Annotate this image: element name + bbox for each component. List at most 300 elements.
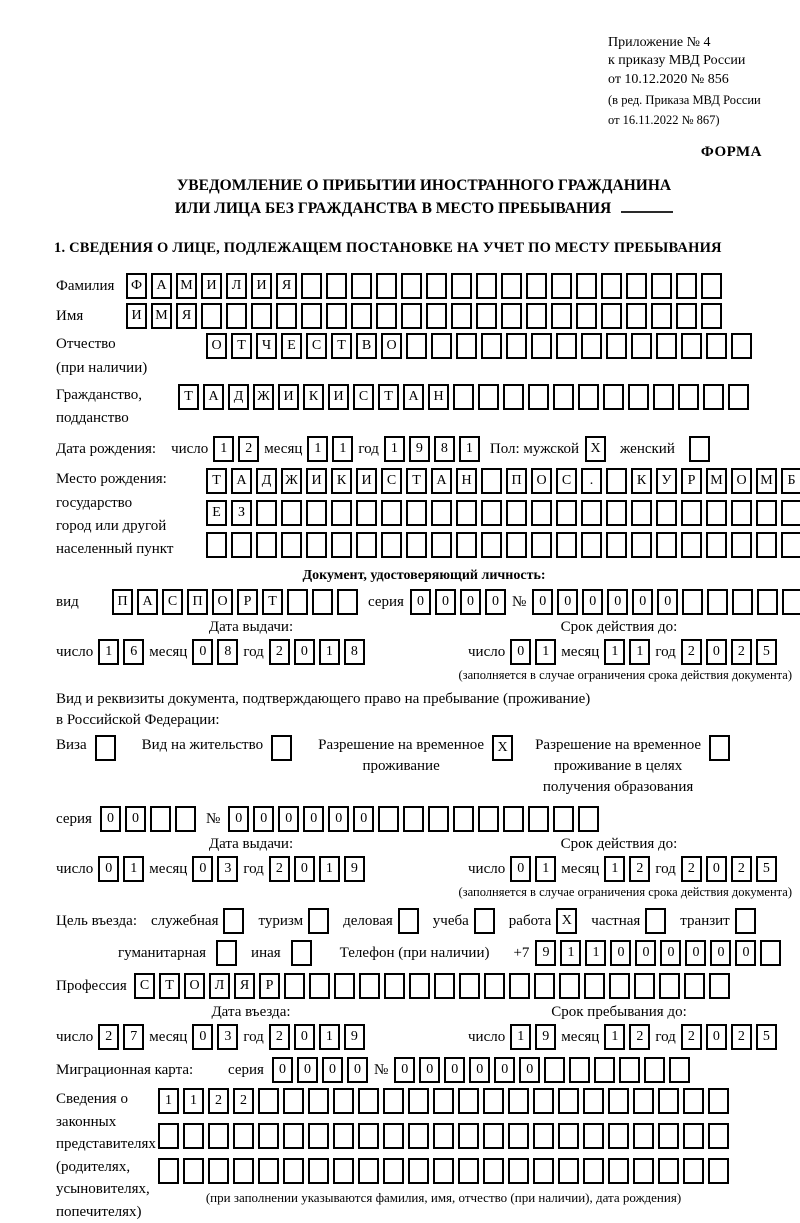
migration-number-cell[interactable]: 0 [394,1057,415,1083]
birth-place-cell[interactable] [581,500,602,526]
birth-place-cell[interactable] [681,500,702,526]
patronymic-cell[interactable]: О [381,333,402,359]
name-cell[interactable] [201,303,222,329]
representative-cell[interactable] [483,1088,504,1114]
patronymic-cell[interactable]: В [356,333,377,359]
birth-place-cell[interactable]: З [231,500,252,526]
date-cell[interactable]: 1 [319,639,340,665]
profession-cell[interactable] [409,973,430,999]
date-cell[interactable]: 5 [756,856,777,882]
patronymic-cell[interactable] [531,333,552,359]
birth-place-cell[interactable] [656,532,677,558]
patronymic-cell[interactable] [581,333,602,359]
profession-cell[interactable] [609,973,630,999]
birth-place-cell[interactable] [206,532,227,558]
representative-cell[interactable] [233,1123,254,1149]
birth-place-cell[interactable] [606,468,627,494]
name-cell[interactable] [251,303,272,329]
name-cell[interactable] [326,303,347,329]
birth-place-cell[interactable] [756,532,777,558]
surname-cell[interactable] [351,273,372,299]
residence-number-cell[interactable] [553,806,574,832]
patronymic-cell[interactable]: Е [281,333,302,359]
profession-cell[interactable] [634,973,655,999]
representative-cell[interactable] [283,1088,304,1114]
birth-place-cell[interactable] [406,500,427,526]
migration-number-cell[interactable] [569,1057,590,1083]
purpose-commercial-box[interactable] [398,908,419,934]
representative-cell[interactable] [508,1123,529,1149]
representative-cell[interactable] [508,1088,529,1114]
profession-cell[interactable] [584,973,605,999]
purpose-study-box[interactable] [474,908,495,934]
birth-place-cell[interactable]: Ж [281,468,302,494]
representative-cell[interactable] [633,1123,654,1149]
phone-digit-cell[interactable]: 0 [710,940,731,966]
profession-cell[interactable] [459,973,480,999]
birth-place-cell[interactable] [631,500,652,526]
citizenship-cell[interactable] [478,384,499,410]
birth-place-cell[interactable]: К [631,468,652,494]
date-cell[interactable]: 2 [731,639,752,665]
profession-cell[interactable] [709,973,730,999]
representative-cell[interactable] [208,1123,229,1149]
representative-cell[interactable] [558,1158,579,1184]
date-cell[interactable]: 1 [535,856,556,882]
name-cell[interactable] [476,303,497,329]
patronymic-cell[interactable] [406,333,427,359]
phone-digit-cell[interactable]: 0 [660,940,681,966]
representative-cell[interactable] [358,1123,379,1149]
representative-cell[interactable] [583,1158,604,1184]
date-cell[interactable]: 9 [344,856,365,882]
doc-series-cell[interactable]: 0 [485,589,506,615]
doc-type-cell[interactable]: С [162,589,183,615]
phone-digit-cell[interactable]: 0 [685,940,706,966]
surname-cell[interactable] [501,273,522,299]
doc-number-cell[interactable]: 0 [557,589,578,615]
representative-cell[interactable] [333,1123,354,1149]
birth-place-cell[interactable] [281,532,302,558]
name-cell[interactable] [376,303,397,329]
date-cell[interactable]: 3 [217,1024,238,1050]
date-cell[interactable]: 3 [217,856,238,882]
birth-place-cell[interactable]: О [531,468,552,494]
birth-place-cell[interactable]: Д [256,468,277,494]
name-cell[interactable] [226,303,247,329]
profession-cell[interactable] [309,973,330,999]
birth-place-cell[interactable] [781,532,800,558]
profession-cell[interactable]: Л [209,973,230,999]
residence-number-cell[interactable] [428,806,449,832]
date-cell[interactable]: 2 [269,639,290,665]
profession-cell[interactable] [334,973,355,999]
date-cell[interactable]: 2 [629,1024,650,1050]
name-cell[interactable] [651,303,672,329]
migration-number-cell[interactable]: 0 [494,1057,515,1083]
representative-cell[interactable] [158,1158,179,1184]
date-cell[interactable]: 2 [681,1024,702,1050]
patronymic-cell[interactable] [606,333,627,359]
date-cell[interactable]: 5 [756,1024,777,1050]
citizenship-cell[interactable]: С [353,384,374,410]
representative-cell[interactable] [658,1123,679,1149]
purpose-private-box[interactable] [645,908,666,934]
doc-type-cell[interactable]: Р [237,589,258,615]
patronymic-cell[interactable]: С [306,333,327,359]
surname-cell[interactable] [551,273,572,299]
patronymic-cell[interactable] [481,333,502,359]
date-cell[interactable]: 2 [629,856,650,882]
purpose-work-box[interactable]: X [556,908,577,934]
doc-type-cell[interactable]: А [137,589,158,615]
purpose-tourism-box[interactable] [308,908,329,934]
date-cell[interactable]: 9 [344,1024,365,1050]
doc-series-cell[interactable]: 0 [410,589,431,615]
birth-place-cell[interactable] [531,500,552,526]
surname-cell[interactable] [576,273,597,299]
surname-cell[interactable]: Ф [126,273,147,299]
residence-series-cell[interactable] [175,806,196,832]
representative-cell[interactable]: 1 [183,1088,204,1114]
representative-cell[interactable] [208,1158,229,1184]
representative-cell[interactable] [258,1088,279,1114]
birth-place-cell[interactable] [731,500,752,526]
patronymic-cell[interactable]: Т [331,333,352,359]
phone-digit-cell[interactable]: 1 [585,940,606,966]
birth-place-cell[interactable]: К [331,468,352,494]
representative-cell[interactable] [558,1088,579,1114]
residence-number-cell[interactable] [528,806,549,832]
representative-cell[interactable] [358,1088,379,1114]
birth-place-cell[interactable]: О [731,468,752,494]
name-cell[interactable]: М [151,303,172,329]
birth-place-cell[interactable] [756,500,777,526]
representative-cell[interactable] [583,1123,604,1149]
date-cell[interactable]: 1 [604,1024,625,1050]
representative-cell[interactable] [408,1088,429,1114]
representative-cell[interactable] [533,1158,554,1184]
birth-place-cell[interactable] [231,532,252,558]
birth-place-cell[interactable] [281,500,302,526]
profession-cell[interactable] [359,973,380,999]
birth-place-cell[interactable] [331,500,352,526]
representative-cell[interactable] [508,1158,529,1184]
date-cell[interactable]: 0 [510,856,531,882]
profession-cell[interactable]: Т [159,973,180,999]
name-cell[interactable] [626,303,647,329]
residence-series-cell[interactable]: 0 [100,806,121,832]
doc-number-cell[interactable] [757,589,778,615]
name-cell[interactable]: Я [176,303,197,329]
representative-cell[interactable] [308,1158,329,1184]
migration-number-cell[interactable] [544,1057,565,1083]
birth-place-cell[interactable]: Т [206,468,227,494]
birth-place-cell[interactable] [256,532,277,558]
birth-place-cell[interactable]: Е [206,500,227,526]
birth-year-cell[interactable]: 1 [384,436,405,462]
surname-cell[interactable] [326,273,347,299]
visa-box[interactable] [95,735,116,761]
doc-series-cell[interactable]: 0 [460,589,481,615]
birth-place-cell[interactable]: С [556,468,577,494]
date-cell[interactable]: 1 [629,639,650,665]
residence-number-cell[interactable] [578,806,599,832]
surname-cell[interactable] [426,273,447,299]
citizenship-cell[interactable] [578,384,599,410]
birth-place-cell[interactable]: А [231,468,252,494]
migration-number-cell[interactable] [594,1057,615,1083]
date-cell[interactable]: 2 [98,1024,119,1050]
patronymic-cell[interactable] [506,333,527,359]
date-cell[interactable]: 1 [319,1024,340,1050]
temp-permit-box[interactable]: X [492,735,513,761]
date-cell[interactable]: 0 [706,856,727,882]
profession-cell[interactable] [284,973,305,999]
surname-cell[interactable]: Л [226,273,247,299]
citizenship-cell[interactable] [703,384,724,410]
citizenship-cell[interactable]: И [278,384,299,410]
date-cell[interactable]: 8 [344,639,365,665]
birth-place-cell[interactable] [381,532,402,558]
representative-cell[interactable] [583,1088,604,1114]
surname-cell[interactable] [676,273,697,299]
migration-number-cell[interactable]: 0 [444,1057,465,1083]
birth-place-cell[interactable] [506,532,527,558]
representative-cell[interactable] [458,1123,479,1149]
name-cell[interactable] [301,303,322,329]
birth-place-cell[interactable]: И [306,468,327,494]
citizenship-cell[interactable] [678,384,699,410]
residence-number-cell[interactable]: 0 [278,806,299,832]
birth-place-cell[interactable]: У [656,468,677,494]
edu-permit-box[interactable] [709,735,730,761]
birth-year-cell[interactable]: 1 [459,436,480,462]
birth-place-cell[interactable] [481,500,502,526]
profession-cell[interactable]: С [134,973,155,999]
birth-place-cell[interactable]: С [381,468,402,494]
citizenship-cell[interactable]: А [203,384,224,410]
citizenship-cell[interactable]: Т [178,384,199,410]
birth-place-cell[interactable] [356,532,377,558]
doc-number-cell[interactable] [682,589,703,615]
migration-number-cell[interactable]: 0 [419,1057,440,1083]
birth-day-cell[interactable]: 1 [213,436,234,462]
doc-type-cell[interactable]: П [187,589,208,615]
doc-type-cell[interactable] [312,589,333,615]
citizenship-cell[interactable] [503,384,524,410]
citizenship-cell[interactable] [453,384,474,410]
citizenship-cell[interactable] [553,384,574,410]
birth-place-cell[interactable] [456,500,477,526]
representative-cell[interactable] [683,1088,704,1114]
birth-place-cell[interactable] [431,532,452,558]
doc-number-cell[interactable]: 0 [532,589,553,615]
birth-place-cell[interactable] [481,532,502,558]
profession-cell[interactable] [384,973,405,999]
representative-cell[interactable] [533,1123,554,1149]
surname-cell[interactable]: А [151,273,172,299]
representative-cell[interactable] [608,1088,629,1114]
date-cell[interactable]: 2 [731,1024,752,1050]
representative-cell[interactable] [283,1123,304,1149]
representative-cell[interactable] [383,1123,404,1149]
representative-cell[interactable] [283,1158,304,1184]
phone-digit-cell[interactable]: 1 [560,940,581,966]
representative-cell[interactable] [633,1158,654,1184]
date-cell[interactable]: 7 [123,1024,144,1050]
citizenship-cell[interactable]: Ж [253,384,274,410]
representative-cell[interactable] [408,1123,429,1149]
doc-number-cell[interactable]: 0 [582,589,603,615]
migration-number-cell[interactable] [619,1057,640,1083]
representative-cell[interactable] [258,1158,279,1184]
birth-place-cell[interactable] [656,500,677,526]
date-cell[interactable]: 2 [269,1024,290,1050]
birth-place-cell[interactable] [556,532,577,558]
residence-number-cell[interactable] [378,806,399,832]
representative-cell[interactable] [533,1088,554,1114]
migration-series-cell[interactable]: 0 [347,1057,368,1083]
name-cell[interactable] [551,303,572,329]
date-cell[interactable]: 5 [756,639,777,665]
date-cell[interactable]: 2 [269,856,290,882]
migration-number-cell[interactable] [644,1057,665,1083]
birth-place-cell[interactable] [456,532,477,558]
doc-series-cell[interactable]: 0 [435,589,456,615]
date-cell[interactable]: 9 [535,1024,556,1050]
surname-cell[interactable]: И [251,273,272,299]
doc-type-cell[interactable] [287,589,308,615]
birth-place-cell[interactable] [606,532,627,558]
residence-series-cell[interactable]: 0 [125,806,146,832]
residence-number-cell[interactable]: 0 [328,806,349,832]
profession-cell[interactable]: Я [234,973,255,999]
name-cell[interactable] [401,303,422,329]
birth-place-cell[interactable] [731,532,752,558]
date-cell[interactable]: 1 [604,639,625,665]
representative-cell[interactable] [358,1158,379,1184]
citizenship-cell[interactable] [728,384,749,410]
date-cell[interactable]: 2 [681,639,702,665]
birth-place-cell[interactable] [331,532,352,558]
residence-number-cell[interactable] [403,806,424,832]
date-cell[interactable]: 0 [192,1024,213,1050]
representative-cell[interactable] [308,1123,329,1149]
birth-place-cell[interactable] [481,468,502,494]
representative-cell[interactable] [333,1088,354,1114]
profession-cell[interactable] [534,973,555,999]
patronymic-cell[interactable] [456,333,477,359]
patronymic-cell[interactable] [706,333,727,359]
patronymic-cell[interactable] [681,333,702,359]
citizenship-cell[interactable]: Д [228,384,249,410]
birth-place-cell[interactable] [606,500,627,526]
birth-place-cell[interactable]: Т [406,468,427,494]
birth-place-cell[interactable]: Н [456,468,477,494]
date-cell[interactable]: 1 [604,856,625,882]
surname-cell[interactable] [451,273,472,299]
name-cell[interactable] [276,303,297,329]
doc-type-cell[interactable]: Т [262,589,283,615]
doc-type-cell[interactable]: П [112,589,133,615]
representative-cell[interactable] [683,1123,704,1149]
representative-cell[interactable] [483,1123,504,1149]
birth-place-cell[interactable]: М [706,468,727,494]
date-cell[interactable]: 0 [706,639,727,665]
representative-cell[interactable] [233,1158,254,1184]
representative-cell[interactable] [608,1123,629,1149]
migration-series-cell[interactable]: 0 [272,1057,293,1083]
purpose-transit-box[interactable] [735,908,756,934]
doc-type-cell[interactable]: О [212,589,233,615]
name-cell[interactable] [676,303,697,329]
representative-cell[interactable] [183,1123,204,1149]
representative-cell[interactable]: 2 [208,1088,229,1114]
citizenship-cell[interactable] [628,384,649,410]
surname-cell[interactable] [526,273,547,299]
birth-place-cell[interactable]: Б [781,468,800,494]
profession-cell[interactable] [509,973,530,999]
birth-place-cell[interactable] [256,500,277,526]
name-cell[interactable] [351,303,372,329]
residence-number-cell[interactable]: 0 [228,806,249,832]
representative-cell[interactable] [433,1158,454,1184]
date-cell[interactable]: 0 [294,856,315,882]
surname-cell[interactable] [301,273,322,299]
birth-place-cell[interactable] [781,500,800,526]
date-cell[interactable]: 0 [294,1024,315,1050]
date-cell[interactable]: 1 [319,856,340,882]
citizenship-cell[interactable]: К [303,384,324,410]
date-cell[interactable]: 0 [510,639,531,665]
date-cell[interactable]: 0 [294,639,315,665]
sex-female-box[interactable] [689,436,710,462]
birth-place-cell[interactable] [306,500,327,526]
birth-place-cell[interactable] [431,500,452,526]
migration-series-cell[interactable]: 0 [322,1057,343,1083]
representative-cell[interactable] [683,1158,704,1184]
doc-number-cell[interactable]: 0 [632,589,653,615]
name-cell[interactable] [701,303,722,329]
representative-cell[interactable] [458,1088,479,1114]
surname-cell[interactable]: Я [276,273,297,299]
phone-digit-cell[interactable]: 9 [535,940,556,966]
surname-cell[interactable] [651,273,672,299]
birth-place-cell[interactable] [356,500,377,526]
migration-number-cell[interactable] [669,1057,690,1083]
citizenship-cell[interactable]: Т [378,384,399,410]
name-cell[interactable] [451,303,472,329]
birth-place-cell[interactable] [631,532,652,558]
date-cell[interactable]: 1 [510,1024,531,1050]
citizenship-cell[interactable] [653,384,674,410]
purpose-business-box[interactable] [223,908,244,934]
representative-cell[interactable] [608,1158,629,1184]
residence-series-cell[interactable] [150,806,171,832]
residence-permit-box[interactable] [271,735,292,761]
profession-cell[interactable]: Р [259,973,280,999]
birth-year-cell[interactable]: 9 [409,436,430,462]
date-cell[interactable]: 0 [192,639,213,665]
patronymic-cell[interactable] [631,333,652,359]
birth-place-cell[interactable]: . [581,468,602,494]
purpose-humanitarian-box[interactable] [216,940,237,966]
representative-cell[interactable] [158,1123,179,1149]
representative-cell[interactable] [333,1158,354,1184]
date-cell[interactable]: 2 [681,856,702,882]
date-cell[interactable]: 1 [535,639,556,665]
